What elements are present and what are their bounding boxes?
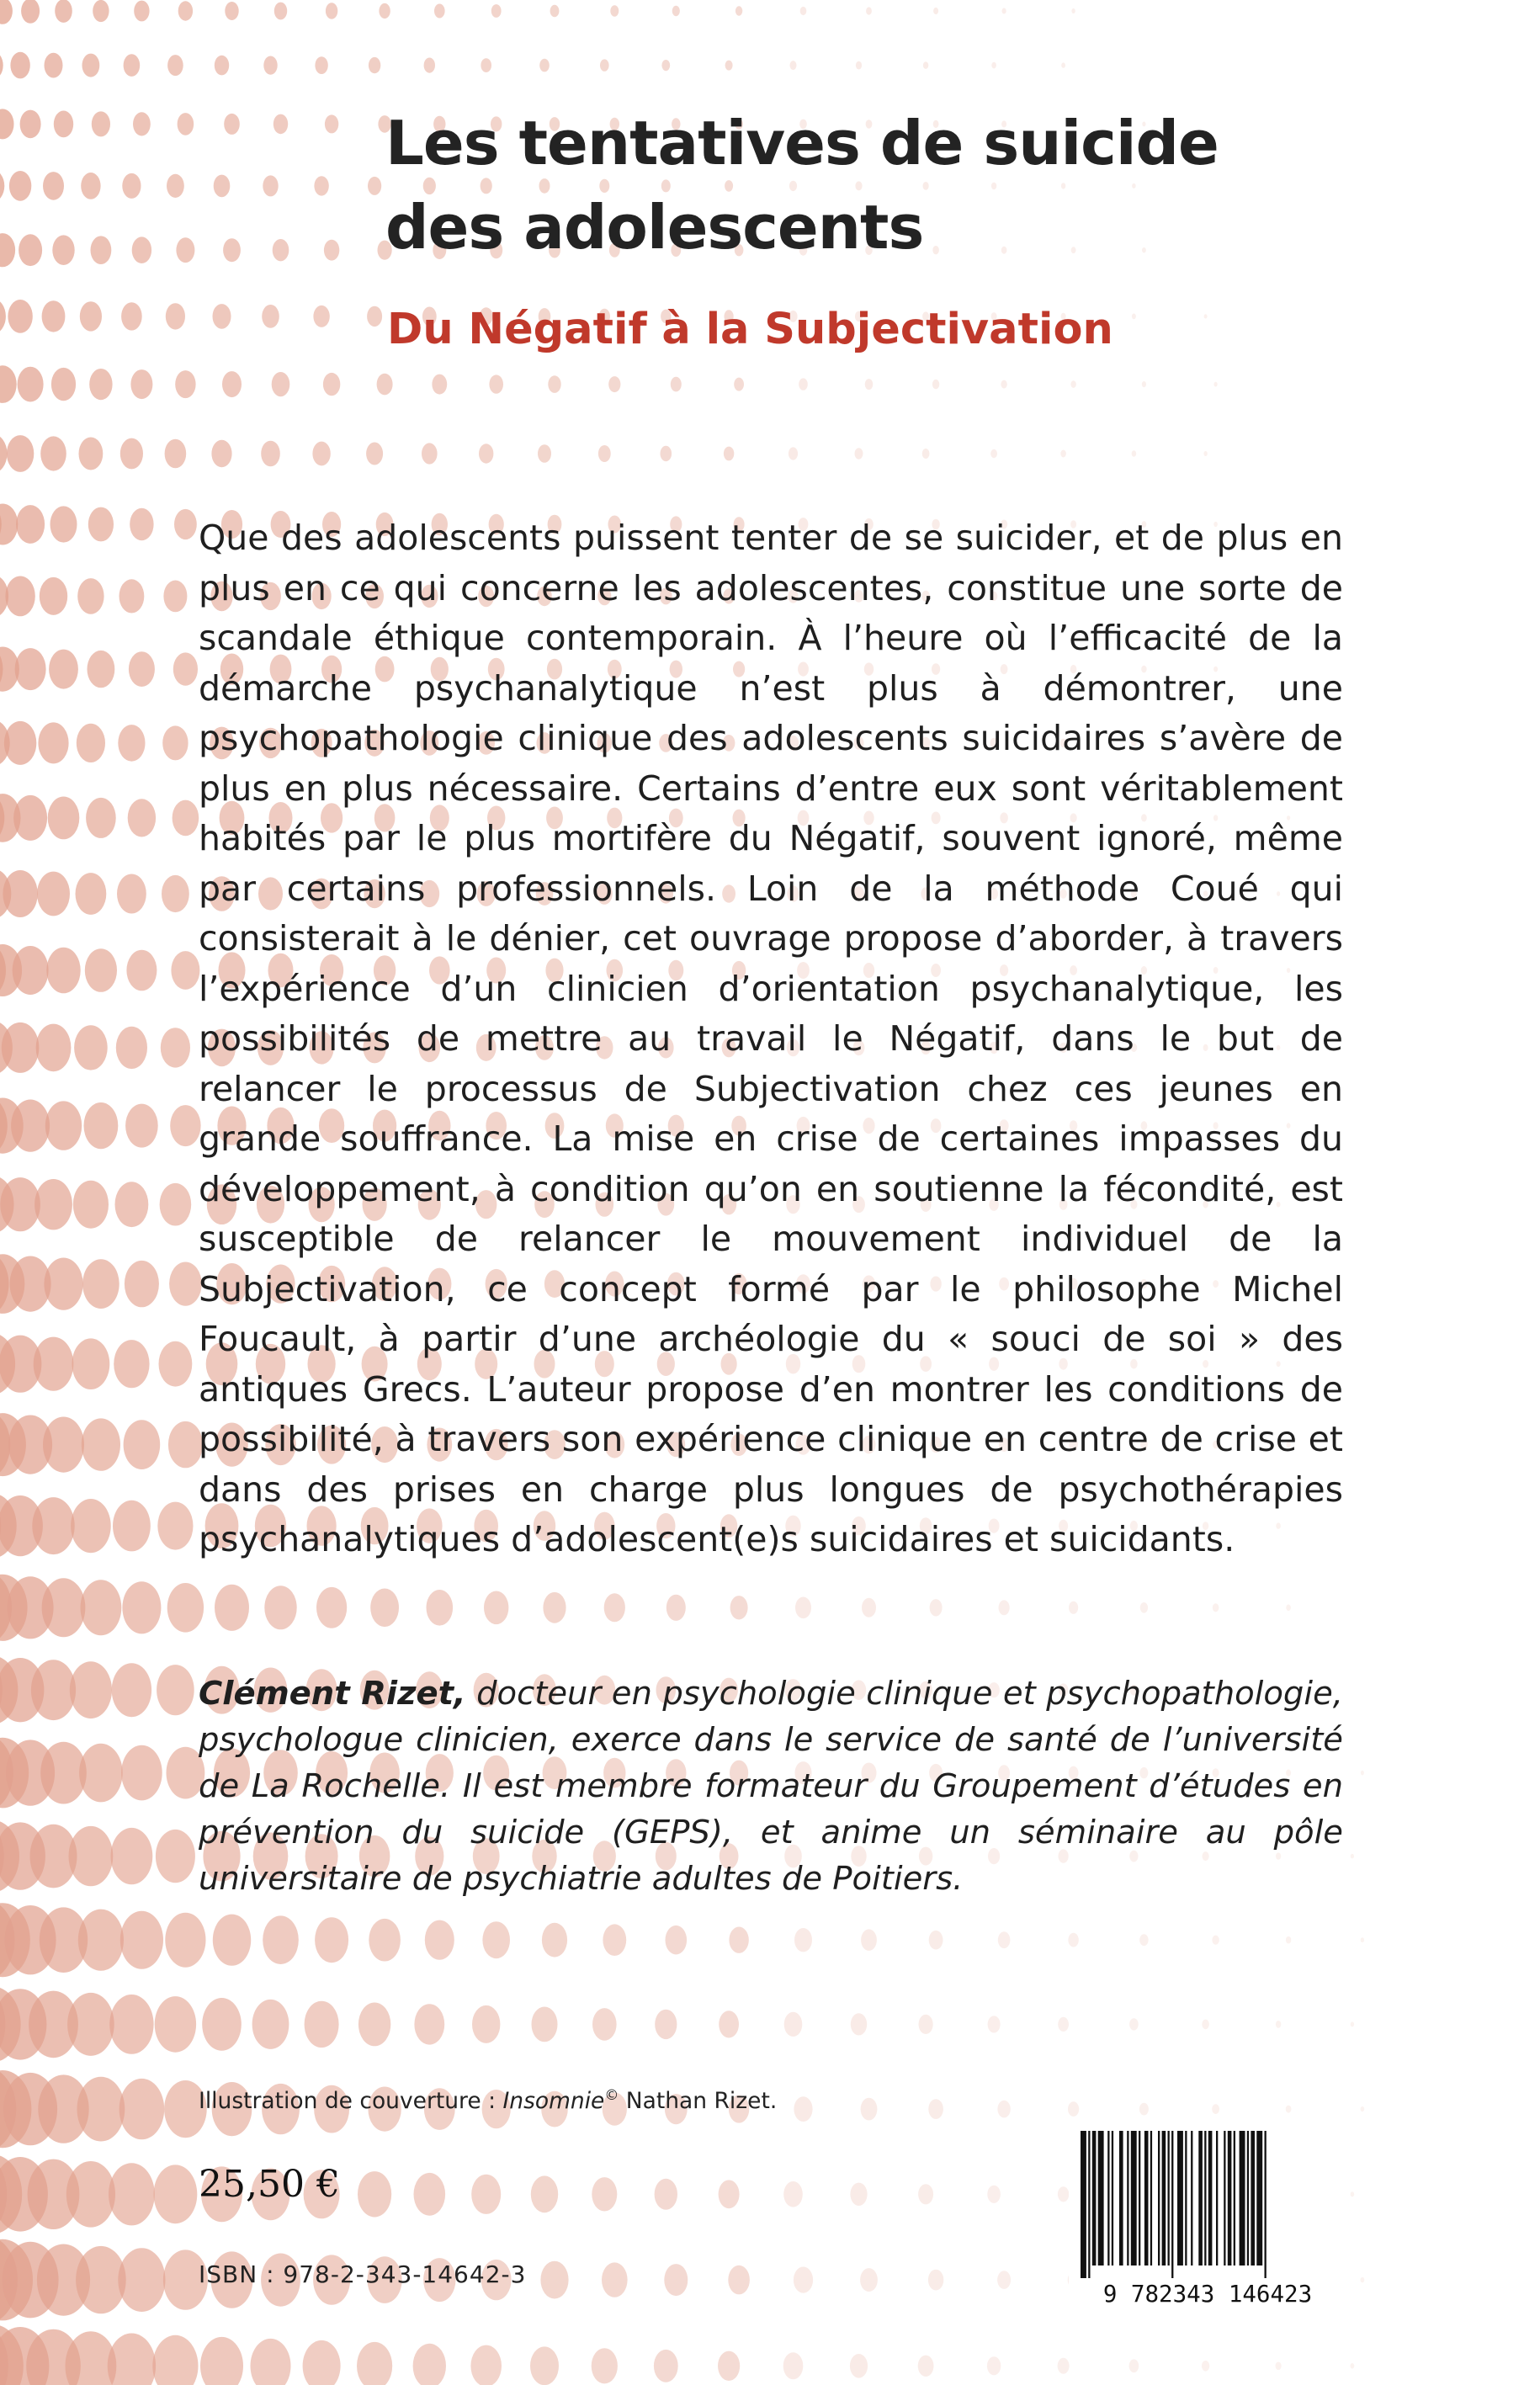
barcode-digits: 9 782343 146423	[1102, 2281, 1313, 2308]
barcode-bar	[1092, 2131, 1097, 2265]
barcode-bar	[1168, 2131, 1170, 2265]
barcode-bar	[1208, 2131, 1213, 2265]
barcode-bar	[1198, 2131, 1203, 2265]
barcode-bar	[1107, 2131, 1109, 2265]
title-line-2: des adolescents	[385, 192, 924, 263]
barcode-bar	[1247, 2131, 1249, 2265]
isbn: ISBN : 978-2-343-14642-3	[199, 2260, 527, 2288]
barcode-bars	[1081, 2131, 1333, 2278]
barcode-bar	[1177, 2131, 1183, 2265]
barcode-bar	[1185, 2131, 1187, 2265]
barcode-bar	[1158, 2131, 1160, 2265]
credit-artist: Nathan Rizet.	[619, 2087, 778, 2114]
barcode-bar	[1251, 2131, 1255, 2265]
barcode	[1069, 2121, 1346, 2314]
credit-label: Illustration de couverture :	[199, 2087, 503, 2114]
author-name: Clément Rizet,	[199, 1675, 466, 1713]
title-line-1: Les tentatives de suicide	[385, 108, 1219, 178]
barcode-bar	[1265, 2131, 1267, 2278]
barcode-bar	[1228, 2131, 1232, 2265]
barcode-bar	[1081, 2131, 1086, 2278]
barcode-bar	[1256, 2131, 1262, 2265]
book-description: Que des adolescents puissent tenter de se suicider, et de plus en plus en ce qui concerne les adolescentes, constitue une sorte de scandale éthique contemporain. À l’heure où l’efficacité de la démarche psychanalytique n’est plus à démontrer, une psychopathologie clinique des adolescents suicidaires s’avère de plus en plus nécessaire. Certains d’entre eux sont véritablement habités par le plus mortifère du Négatif, souvent ignoré, même par certains professionnels. Loin de la méthode Coué qui consisterait à le dénier, cet ouvrage propose d’aborder, à travers l’expérience d’un clinicien d’orientation psychanalytique, les possibilités de mettre au travail le Négatif, dans le but de relancer le processus de Subjectivation chez ces jeunes en grande souffrance. La mise en crise de certaines impasses du développement, à condition qu’on en soutienne la fécondité, est susceptible de relancer le mouvement individuel de la Subjectivation, ce concept formé par le philosophe Michel Foucault, à partir d’une archéologie du « souci de soi » des antiques Grecs. L’auteur propose d’en montrer les conditions de possibilité, à travers son expérience clinique en centre de crise et dans des prises en charge plus longues de psychothérapies psychanalytiques d’adolescent(e)s suicidaires et suicidants.	[199, 518, 1343, 1559]
barcode-bar	[1224, 2131, 1225, 2265]
author-bio-text: docteur en psychologie clinique et psychopathologie, psychologue clinicien, exerce dans le service de santé de l’université de La Rochelle. Il est membre formateur du Groupement d’études en prévention du suicide (GEPS), et anime un séminaire au pôle universitaire de psychiatrie adultes de Poitiers.	[199, 1675, 1343, 1898]
book-title	[385, 101, 1353, 269]
barcode-bar	[1119, 2131, 1123, 2265]
copyright-symbol: ©	[604, 2087, 619, 2104]
cover-illustration-credit	[199, 2087, 777, 2114]
book-subtitle: Du Négatif à la Subjectivation	[387, 305, 1113, 354]
barcode-bar	[1144, 2131, 1149, 2265]
barcode-bar	[1191, 2131, 1192, 2265]
barcode-bar	[1216, 2131, 1218, 2265]
barcode-bar	[1171, 2131, 1173, 2278]
barcode-bar	[1234, 2131, 1235, 2265]
barcode-bar	[1162, 2131, 1166, 2265]
credit-work-title: Insomnie	[502, 2087, 605, 2114]
author-bio	[199, 1671, 1343, 1902]
barcode-bar	[1240, 2131, 1245, 2265]
barcode-bar	[1112, 2131, 1113, 2265]
barcode-bar	[1131, 2131, 1137, 2265]
barcode-bar	[1127, 2131, 1128, 2265]
price: 25,50 €	[199, 2163, 340, 2206]
barcode-bar	[1150, 2131, 1152, 2265]
barcode-bar	[1204, 2131, 1206, 2265]
barcode-bar	[1139, 2131, 1140, 2265]
barcode-bar	[1098, 2131, 1104, 2265]
barcode-bar	[1088, 2131, 1090, 2278]
